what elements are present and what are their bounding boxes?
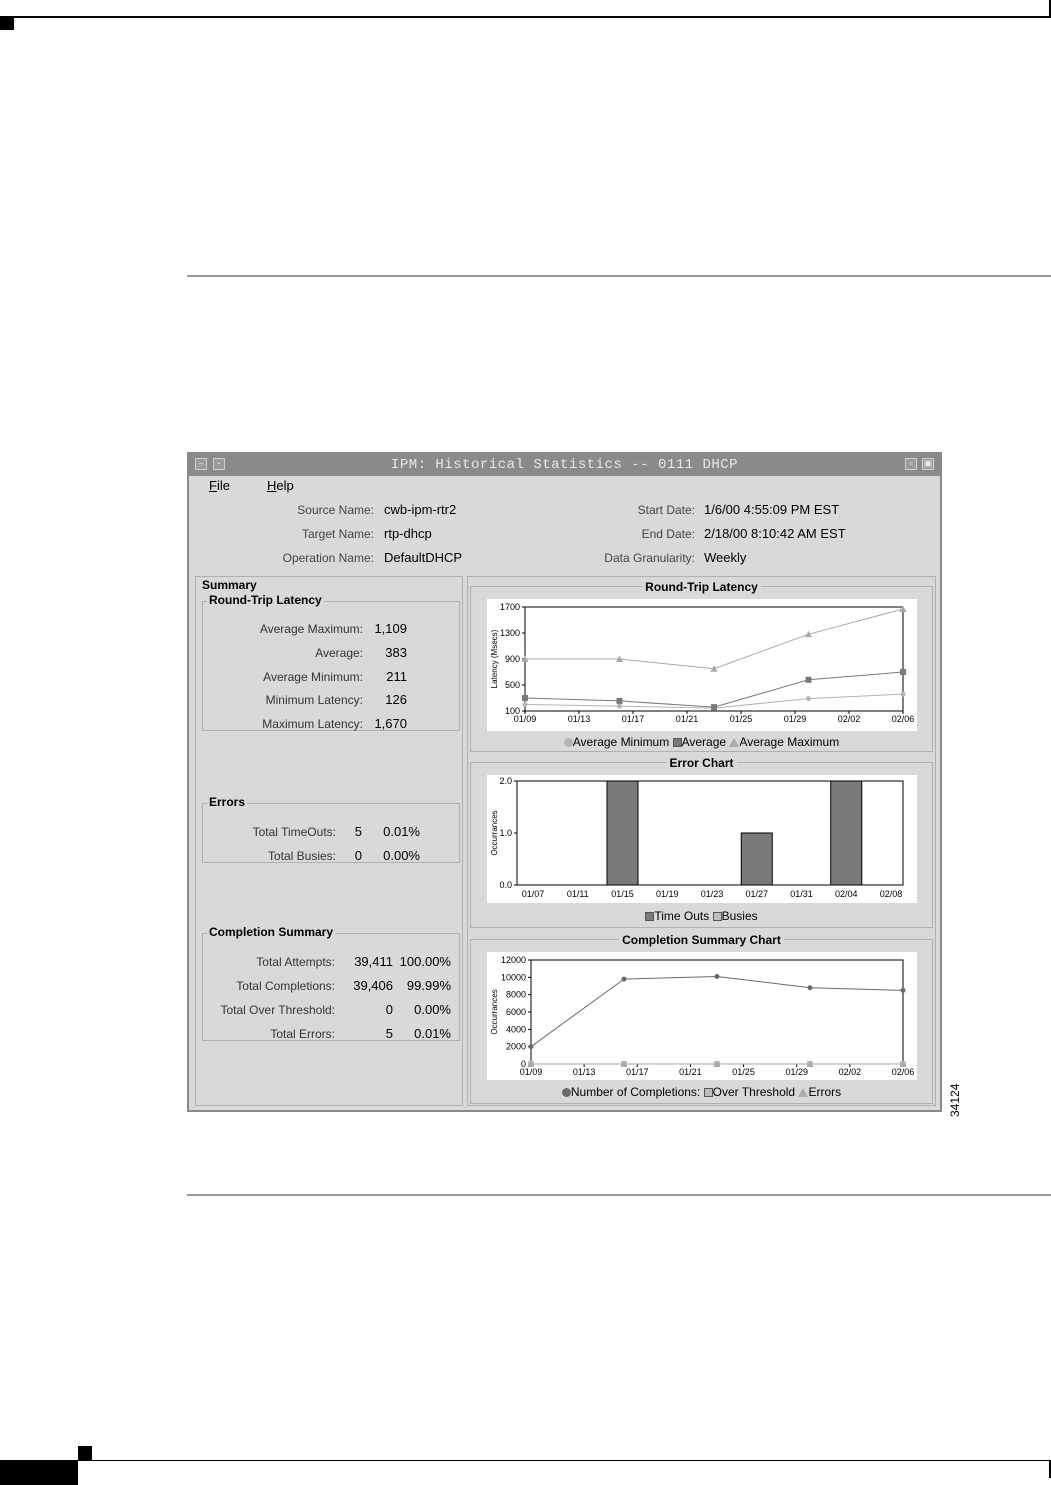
menu-file-label: ile — [216, 478, 230, 493]
total-errors-label: Total Errors: — [270, 1027, 335, 1041]
x-tick-label: 01/09 — [519, 1067, 543, 1077]
y-tick-label: 4000 — [505, 1024, 526, 1035]
y-axis-label: Occurrances — [490, 989, 499, 1035]
total-completions-value: 39,406 — [353, 978, 393, 993]
y-tick-label: 0 — [520, 1059, 526, 1069]
avg-value: 383 — [385, 645, 407, 660]
rtl-chart-legend — [471, 735, 932, 749]
data-point — [715, 974, 720, 979]
y-tick-label: 2000 — [505, 1041, 526, 1052]
bar — [831, 781, 862, 885]
data-point — [806, 677, 812, 683]
error-chart — [487, 775, 917, 903]
series-line — [525, 672, 903, 707]
data-point — [711, 704, 717, 710]
total-errors-pct: 0.01% — [414, 1026, 451, 1041]
data-point — [808, 985, 813, 990]
total-completions-label: Total Completions: — [236, 979, 335, 993]
x-tick-label: 01/27 — [745, 889, 769, 899]
menu-help[interactable]: Help — [267, 478, 294, 493]
total-over-threshold-label: Total Over Threshold: — [220, 1003, 335, 1017]
x-tick-label: 01/21 — [679, 1067, 702, 1077]
rtl-summary-title: Round-Trip Latency — [209, 593, 322, 607]
y-tick-label: 1700 — [499, 602, 520, 612]
y-tick-label: 2.0 — [499, 776, 512, 786]
x-tick-label: 02/02 — [837, 714, 861, 724]
data-point — [901, 988, 906, 993]
minimize-icon[interactable]: - — [213, 458, 225, 470]
charts-panel — [467, 576, 936, 1106]
start-date-label: Start Date: — [637, 503, 695, 517]
historical-statistics-window — [187, 452, 942, 1112]
y-axis-label: Occurrances — [490, 810, 499, 856]
data-point — [523, 702, 528, 707]
total-timeouts-label: Total TimeOuts: — [252, 825, 336, 839]
avg-max-label: Average Maximum: — [259, 622, 363, 636]
avg-min-value: 211 — [386, 669, 407, 684]
legend-avg: Average — [681, 735, 727, 749]
busies-legend-icon — [713, 912, 722, 921]
start-date-value: 1/6/00 4:55:09 PM EST — [704, 502, 840, 517]
total-over-threshold-value: 0 — [385, 1002, 393, 1017]
completion-chart-group — [470, 933, 933, 1104]
x-tick-label: 01/21 — [675, 714, 699, 724]
legend-completions-colon: : — [696, 1085, 701, 1099]
avg-max-value: 1,109 — [374, 621, 407, 636]
error-chart-group — [470, 756, 933, 928]
maximize-icon[interactable]: ▫ — [905, 458, 917, 470]
granularity-label: Data Granularity: — [604, 551, 695, 565]
data-point — [617, 698, 623, 704]
error-chart-title: Error Chart — [666, 756, 736, 770]
granularity-value: Weekly — [704, 550, 747, 565]
data-point — [806, 696, 811, 701]
x-tick-label: 01/25 — [732, 1067, 755, 1077]
restore-icon[interactable]: ▣ — [923, 458, 933, 468]
data-point — [901, 692, 906, 697]
target-name-label: Target Name: — [301, 527, 374, 541]
x-tick-label: 01/09 — [513, 714, 537, 724]
y-tick-label: 1.0 — [499, 828, 512, 838]
total-over-threshold-pct: 0.00% — [414, 1002, 451, 1017]
window-title: IPM: Historical Statistics -- 0111 DHCP — [390, 457, 739, 473]
legend-avg-max: Average Maximum — [739, 735, 840, 749]
total-completions-pct: 99.99% — [406, 978, 451, 993]
data-point — [900, 605, 907, 612]
y-tick-label: 100 — [504, 706, 520, 716]
legend-errors: Errors — [808, 1085, 842, 1099]
series-line — [525, 609, 903, 669]
legend-busies: Busies — [721, 909, 758, 923]
data-point — [529, 1044, 534, 1049]
series-line — [531, 976, 903, 1046]
page-footer-block — [0, 1460, 78, 1485]
completion-summary-group — [202, 925, 460, 1041]
x-tick-label: 01/29 — [783, 714, 807, 724]
end-date-label: End Date: — [641, 527, 695, 541]
menu-help-label: elp — [276, 478, 294, 493]
menu-file[interactable]: File — [209, 478, 230, 493]
y-tick-label: 500 — [504, 680, 520, 690]
x-tick-label: 01/17 — [626, 1067, 649, 1077]
completion-summary-title: Completion Summary — [209, 925, 334, 939]
bar — [741, 833, 772, 885]
total-busies-pct: 0.00% — [383, 848, 420, 863]
legend-avg-min: Average Minimum — [572, 735, 670, 749]
min-latency-label: Minimum Latency: — [265, 693, 363, 707]
x-tick-label: 01/13 — [567, 714, 591, 724]
rtl-chart-group — [470, 580, 933, 752]
page-footer-mark — [78, 1446, 92, 1460]
avg-label: Average: — [315, 646, 363, 660]
errors-summary-group — [202, 795, 460, 863]
completion-chart — [487, 952, 917, 1080]
figure-number: 34124 — [948, 1083, 962, 1117]
rtl-chart — [487, 599, 917, 731]
data-point — [522, 695, 528, 701]
legend-over-threshold: Over Threshold — [712, 1085, 796, 1099]
y-tick-label: 900 — [504, 654, 520, 664]
x-tick-label: 02/06 — [891, 714, 915, 724]
end-date-value: 2/18/00 8:10:42 AM EST — [704, 526, 846, 541]
section-rule-bottom — [187, 1194, 1051, 1196]
data-point — [622, 977, 627, 982]
x-tick-label: 01/17 — [621, 714, 645, 724]
y-tick-label: 6000 — [505, 1007, 526, 1017]
max-latency-label: Maximum Latency: — [262, 717, 363, 731]
total-attempts-value: 39,411 — [354, 954, 393, 969]
legend-completions: Number of Completions — [570, 1085, 697, 1099]
x-tick-label: 01/19 — [655, 889, 679, 899]
window-menu-icon[interactable]: – — [195, 458, 207, 470]
x-tick-label: 02/06 — [891, 1067, 915, 1077]
y-tick-label: 10000 — [500, 972, 526, 983]
completions-legend-icon — [562, 1088, 571, 1097]
rtl-summary-group — [202, 593, 460, 731]
errors-summary-title: Errors — [209, 795, 246, 809]
y-tick-label: 12000 — [500, 955, 526, 965]
x-tick-label: 02/08 — [879, 889, 903, 899]
avg-min-legend-icon — [564, 738, 573, 747]
x-tick-label: 01/15 — [611, 889, 634, 899]
total-errors-value: 5 — [385, 1026, 393, 1041]
data-point — [900, 669, 906, 675]
completion-chart-title: Completion Summary Chart — [619, 933, 784, 947]
rtl-chart-svg — [487, 599, 917, 731]
y-tick-label: 1300 — [499, 628, 520, 638]
operation-name-label: Operation Name: — [282, 551, 374, 565]
errors-legend-icon — [798, 1088, 808, 1097]
completion-chart-svg — [487, 952, 917, 1080]
bar — [607, 781, 638, 885]
y-tick-label: 8000 — [505, 989, 526, 1000]
min-latency-value: 126 — [385, 692, 407, 707]
legend-timeouts: Time Outs — [654, 909, 710, 923]
source-name-value: cwb-ipm-rtr2 — [384, 502, 457, 517]
avg-max-legend-icon — [729, 738, 739, 747]
y-axis-label: Latency (Msecs) — [490, 629, 499, 689]
data-point — [617, 704, 622, 709]
completion-chart-legend — [471, 1085, 932, 1099]
x-tick-label: 01/29 — [785, 1067, 808, 1077]
title-bar[interactable] — [189, 454, 940, 477]
max-latency-value: 1,670 — [374, 716, 407, 731]
total-timeouts-pct: 0.01% — [383, 824, 420, 839]
error-chart-legend — [471, 909, 932, 923]
x-tick-label: 01/25 — [729, 714, 753, 724]
page-top-rule — [0, 16, 1051, 18]
over-threshold-legend-icon — [704, 1088, 713, 1097]
total-attempts-pct: 100.00% — [399, 954, 451, 969]
source-name-label: Source Name: — [297, 503, 374, 517]
avg-legend-icon — [673, 738, 682, 747]
total-attempts-label: Total Attempts: — [256, 955, 335, 969]
total-busies-value: 0 — [354, 848, 362, 863]
page-bottom-rule — [0, 1460, 1051, 1461]
menu-bar — [189, 476, 940, 496]
x-tick-label: 01/31 — [790, 889, 813, 899]
section-rule-top — [187, 275, 1051, 277]
page-corner-mark — [0, 18, 14, 30]
x-tick-label: 01/07 — [521, 889, 545, 899]
operation-name-value: DefaultDHCP — [384, 550, 463, 565]
error-chart-svg — [487, 775, 917, 903]
x-tick-label: 02/04 — [834, 889, 858, 899]
y-tick-label: 0.0 — [499, 880, 512, 890]
total-busies-label: Total Busies: — [267, 849, 336, 863]
x-tick-label: 01/11 — [566, 889, 589, 899]
target-name-value: rtp-dhcp — [384, 526, 432, 541]
total-timeouts-value: 5 — [354, 824, 362, 839]
rtl-chart-title: Round-Trip Latency — [642, 580, 761, 594]
summary-title: Summary — [202, 578, 257, 592]
avg-min-label: Average Minimum: — [263, 670, 363, 684]
x-tick-label: 02/02 — [838, 1067, 862, 1077]
timeouts-legend-icon — [645, 912, 654, 921]
x-tick-label: 01/23 — [700, 889, 724, 899]
x-tick-label: 01/13 — [572, 1067, 596, 1077]
summary-panel — [195, 576, 463, 1106]
